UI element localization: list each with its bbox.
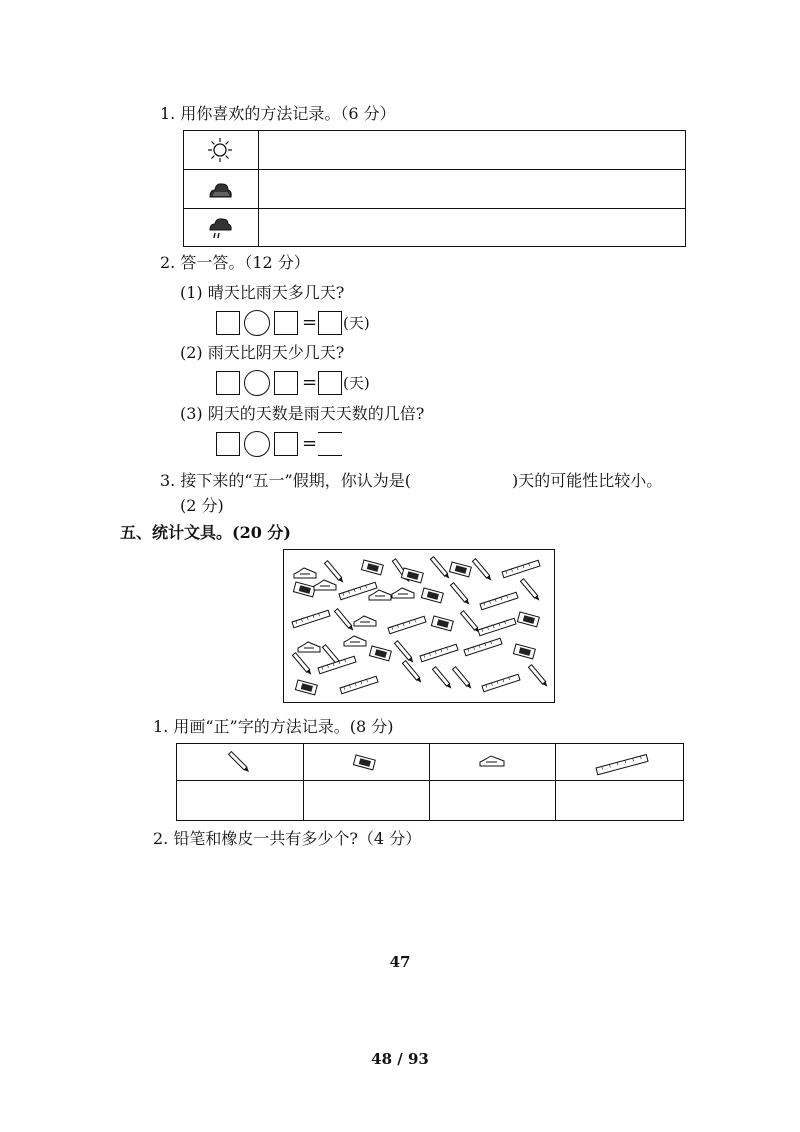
equals-sign: = xyxy=(302,312,318,333)
answer-box[interactable] xyxy=(274,311,298,335)
tally-cell-ruler[interactable] xyxy=(556,781,682,820)
answer-box[interactable] xyxy=(216,432,240,456)
operator-circle[interactable] xyxy=(244,431,270,457)
q1-title: 1. 用你喜欢的方法记录。（6 分） xyxy=(160,104,396,123)
equals-sign: = xyxy=(302,433,318,454)
q2-sub3: (3) 阴天的天数是雨天天数的几倍? xyxy=(180,404,425,423)
equals-sign: = xyxy=(302,372,318,393)
answer-box[interactable] xyxy=(274,432,298,456)
weather-table-divider xyxy=(258,131,259,246)
q2-sub1: (1) 晴天比雨天多几天? xyxy=(180,283,345,302)
eraser-icon xyxy=(353,750,381,774)
page-number: 47 xyxy=(389,953,411,971)
answer-box[interactable] xyxy=(318,311,342,335)
pager-indicator: 48 / 93 xyxy=(371,1050,429,1068)
pencil-icon xyxy=(227,750,255,774)
cloud-icon xyxy=(206,175,234,203)
q3-text-a: 3. 接下来的“五一”假期，你认为是( xyxy=(160,471,411,490)
answer-box[interactable] xyxy=(216,311,240,335)
weather-record-table xyxy=(183,130,686,247)
q2-title: 2. 答一答。（12 分） xyxy=(160,253,310,272)
section5-title: 五、统计文具。(20 分) xyxy=(120,523,291,542)
unit-label: (天) xyxy=(343,374,370,392)
answer-blank[interactable] xyxy=(318,432,342,456)
answer-box[interactable] xyxy=(318,371,342,395)
tally-table xyxy=(176,743,684,821)
s5q2-title: 2. 铅笔和橡皮一共有多少个?（4 分） xyxy=(153,829,422,848)
q3-text-b: )天的可能性比较小。 xyxy=(512,471,663,490)
pencil-sharpener-icon xyxy=(477,750,509,774)
weather-row-divider xyxy=(184,208,685,209)
sun-icon xyxy=(206,136,234,164)
ruler-icon xyxy=(593,750,653,776)
unit-label: (天) xyxy=(343,314,370,332)
operator-circle[interactable] xyxy=(244,310,270,336)
q2-sub2: (2) 雨天比阴天少几天? xyxy=(180,343,345,362)
s5q1-title: 1. 用画“正”字的方法记录。(8 分) xyxy=(153,717,394,736)
q3-points: (2 分) xyxy=(180,496,224,515)
answer-box[interactable] xyxy=(274,371,298,395)
tally-cell-eraser[interactable] xyxy=(304,781,429,820)
stationery-picture xyxy=(283,549,555,703)
operator-circle[interactable] xyxy=(244,370,270,396)
answer-box[interactable] xyxy=(216,371,240,395)
weather-row-divider xyxy=(184,169,685,170)
tally-cell-pencil[interactable] xyxy=(177,781,303,820)
stationery-illustration xyxy=(284,550,556,704)
rain-cloud-icon xyxy=(206,213,234,241)
tally-cell-sharpener[interactable] xyxy=(430,781,555,820)
